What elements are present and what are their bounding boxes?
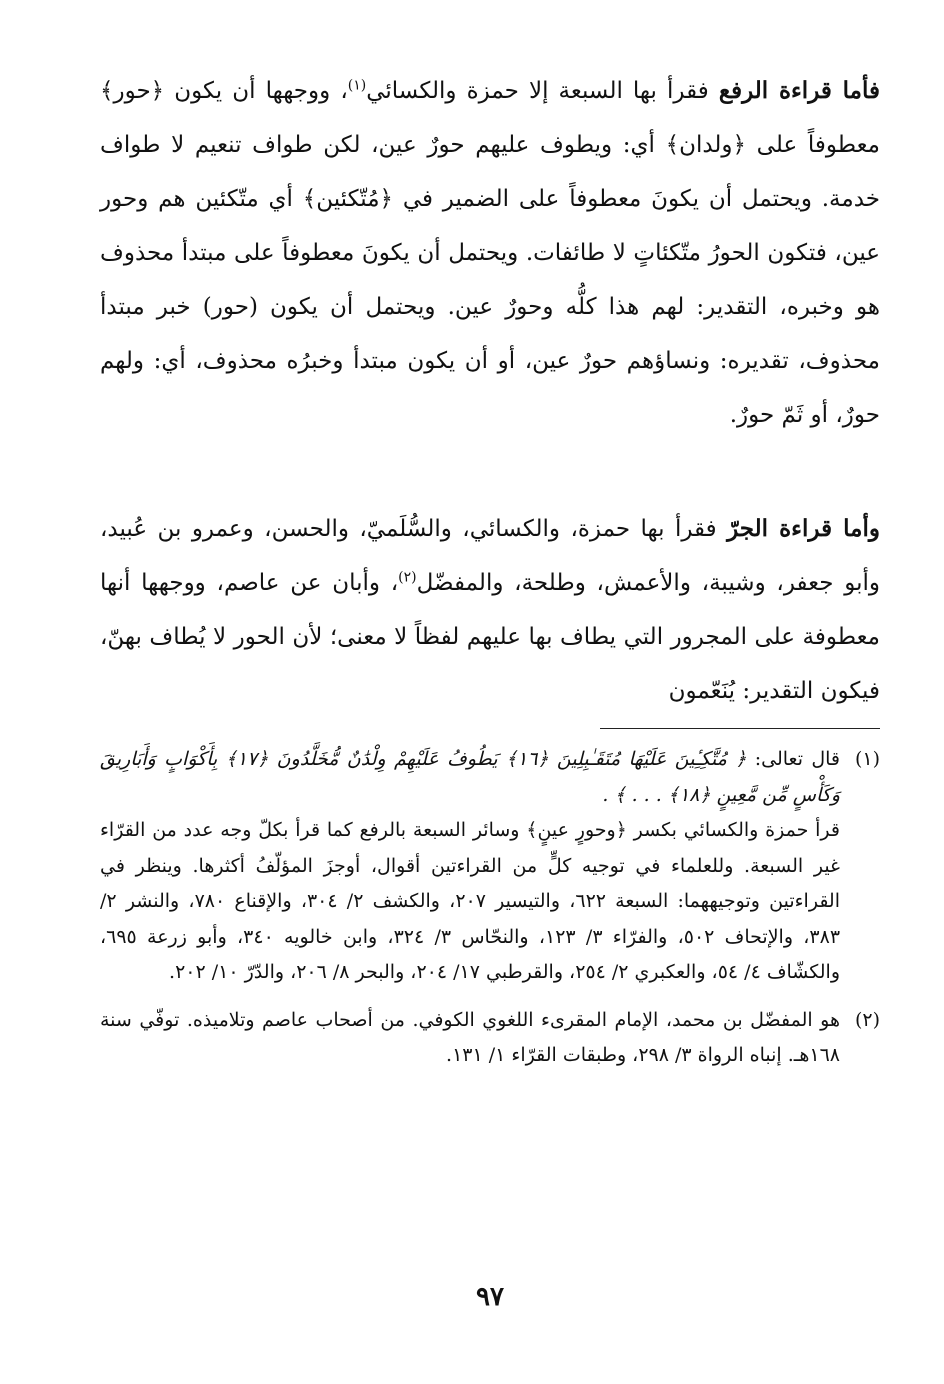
paragraph-1-lead: فأما قراءة الرفع — [718, 77, 880, 104]
paragraph-2-lead: وأما قراءة الجرّ — [727, 515, 880, 542]
paragraph-1-text-b: ، ووجهها أن يكون ﴿حور﴾ معطوفاً على ﴿ولدان﴾ أي: ويطوف عليهم حورٌ عين، لكن طواف تنعيم لا طواف خدمة. ويحتمل أن يكونَ معطوفاً على الضمير في ﴿مُتّكئين﴾ أي متّكئين هم وحور عين، فتكون الحورُ متّكئاتٍ لا طائفات. ويحتمل أن يكونَ معطوفاً على مبتدأ محذوف هو وخبره، التقدير: لهم هذا كلُّه وحورٌ عين. ويحتمل أن يكون (حور) خبر مبتدأ محذوف، تقديره: ونساؤهم حورٌ عين، أو أن يكون مبتدأ وخبرُه محذوف، أي: ولهم حورٌ، أو ثَمّ حورٌ. — [100, 78, 880, 428]
footnote-1-quran-verse: ﴿ مُتَّكِـِٔينَ عَلَيْهَا مُتَقَـٰبِلِينَ ﴿١٦﴾ يَطُوفُ عَلَيْهِمْ وِلْدَٰنٌ مُّخَلَّدُونَ ﴿١٧﴾ بِأَكْوَابٍ وَأَبَارِيقَ وَكَأْسٍ مِّن مَّعِينٍ ﴿١٨﴾ . . . ﴾ . — [100, 748, 840, 806]
footnote-ref-1[interactable]: (١) — [347, 77, 367, 94]
footnotes-section — [100, 742, 880, 1086]
footnote-2-text: هو المفضّل بن محمد، الإمام المقرىء اللغوي الكوفي. من أصحاب عاصم وتلاميذه. توفّي سنة ١٦٨هـ. إنباه الرواة ٣/ ٢٩٨، وطبقات القرّاء ١/ ١٣١. — [100, 1008, 840, 1066]
main-paragraph-1 — [100, 64, 880, 442]
footnote-1-number: (١) — [854, 748, 880, 770]
paragraph-2-text-b: ، وأبان عن عاصم، ووجهها أنها معطوفة على المجرور التي يطاف بها عليهم لفظاً لا معنى؛ لأن الحور لا يُطاف بهنّ، فيكون التقدير: يُنَعّمون — [100, 570, 880, 704]
footnote-1-intro: قال تعالى: — [746, 748, 841, 770]
paragraph-1-text-a: فقرأ بها السبعة إلا حمزة والكسائي — [366, 78, 719, 104]
footnote-2-number: (٢) — [854, 1008, 880, 1031]
footnote-1-text: قرأ حمزة والكسائي بكسر ﴿وحورٍ عينٍ﴾ وسائر السبعة بالرفع كما قرأ بكلّ وجه عدد من القرّاء غير السبعة. وللعلماء في توجيه كلٍّ من القراءتين أقوال، أوجزَ المؤلّفُ أكثرها. وينظر في القراءتين وتوجيههما: السبعة ٦٢٢، والتيسير ٢٠٧، والكشف ٢/ ٣٠٤، والإقناع ٧٨٠، والنشر ٢/ ٣٨٣، والإتحاف ٥٠٢، والفرّاء ٣/ ١٢٣، والنحّاس ٣/ ٣٢٤، وابن خالويه ٣٤٠، وأبو زرعة ٦٩٥، والكشّاف ٤/ ٥٤، والعكبري ٢/ ٢٥٤، والقرطبي ١٧/ ٢٠٤، والبحر ٨/ ٢٠٦، والدّرّ ١٠/ ٢٠٢. — [100, 819, 841, 983]
paragraph-2-text-a: فقرأ بها حمزة، والكسائي، والسُّلَميّ، والحسن، وعمرو بن عُبيد، وأبو جعفر، وشيبة، والأعمش، وطلحة، والمفضّل — [100, 516, 880, 596]
footnote-1 — [100, 742, 880, 991]
footnote-1-body — [100, 742, 840, 991]
main-paragraph-2 — [100, 502, 880, 718]
page-number: ٩٧ — [476, 1282, 504, 1312]
footnote-ref-2[interactable]: (٢) — [398, 569, 417, 586]
book-page — [100, 0, 880, 1384]
footnote-2-body — [100, 1003, 840, 1074]
footnote-separator — [600, 728, 880, 729]
footnote-2 — [100, 1003, 880, 1074]
footnote-1-quote — [100, 742, 840, 813]
